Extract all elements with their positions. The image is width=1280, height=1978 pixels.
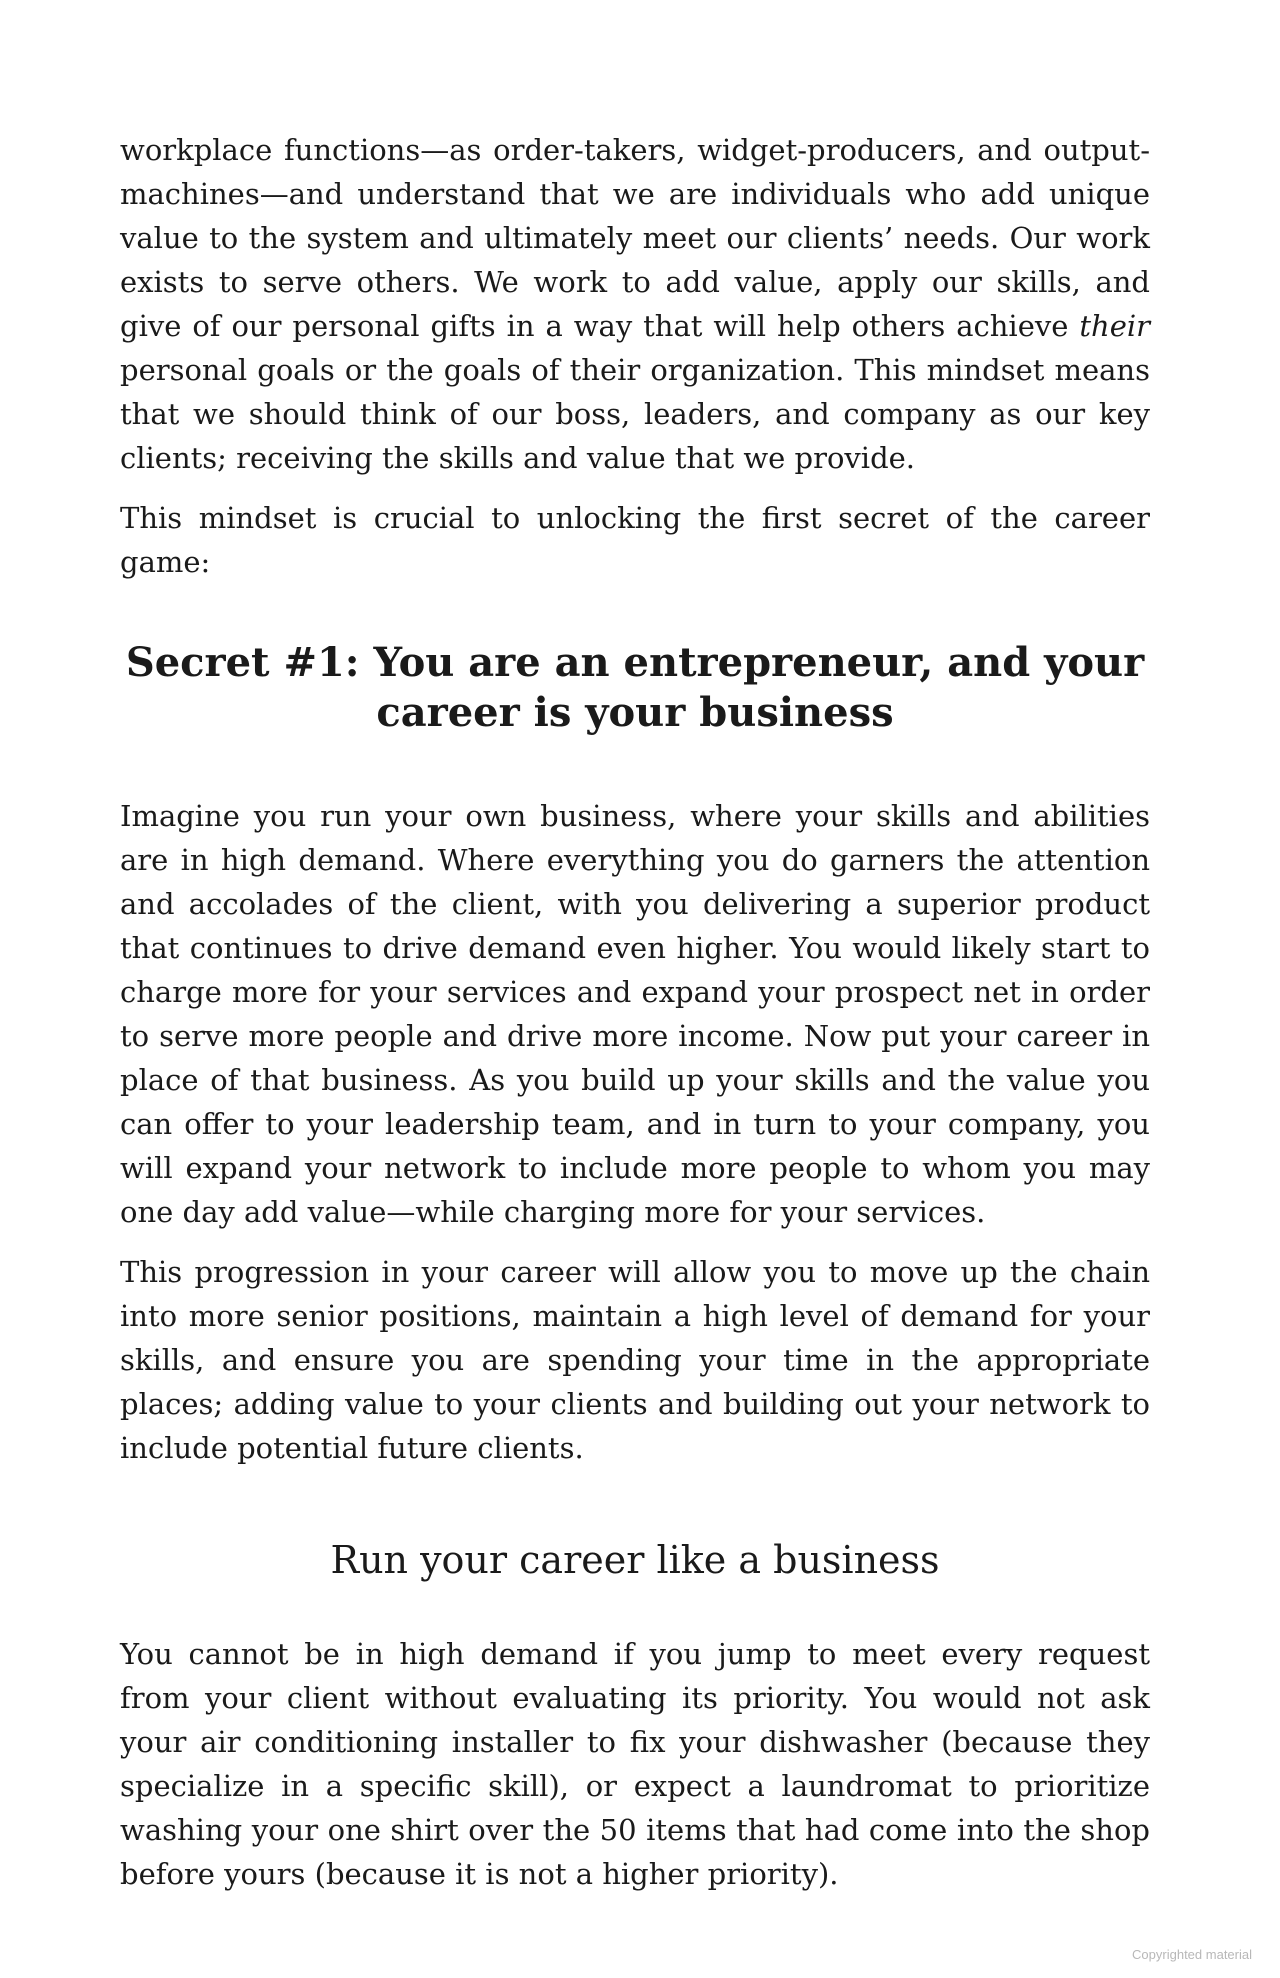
copyright-watermark: Copyrighted material bbox=[1132, 1947, 1252, 1962]
paragraph-text: personal goals or the goals of their organization. This mindset means that we should think of our boss, leaders, and company as our key clients; receiving the skills and value that we provide. bbox=[120, 353, 1150, 475]
paragraph-workplace-functions bbox=[120, 128, 1150, 480]
secret-heading-line1: Secret #1: You are an entrepreneur, and your bbox=[125, 639, 1145, 686]
paragraph-imagine-business: Imagine you run your own business, where your skills and abilities are in high demand. Where everything you do garners the attention and accolades of the client, with you delivering a superior product that continues to drive demand even higher. You would likely start to charge more for your services and expand your prospect net in order to serve more people and drive more income. Now put your career in place of that business. As you build up your skills and the value you can offer to your leadership team, and in turn to your company, you will expand your network to include more people to whom you may one day add value—while charging more for your services. bbox=[120, 799, 1150, 1229]
paragraph-high-demand: You cannot be in high demand if you jump to meet every request from your client without evaluating its priority. You would not ask your air conditioning installer to fix your dishwasher (because they specialize in a specific skill), or expect a laundromat to prioritize washing your one shirt over the 50 items that had come into the shop before yours (because it is not a higher priority). bbox=[120, 1637, 1150, 1891]
book-page bbox=[120, 128, 1150, 1912]
emphasis-their: their bbox=[1079, 309, 1150, 343]
paragraph-text: workplace functions—as order-takers, widget-producers, and output-machines—and understand that we are individuals who add unique value to the system and ultimately meet our clients’ needs. Our work exists to serve others. We work to add value, apply our skills, and give of our personal gifts in a way that will help others achieve bbox=[120, 133, 1150, 343]
section-subheading: Run your career like a business bbox=[330, 1538, 940, 1582]
secret-heading-line2: career is your business bbox=[376, 689, 894, 736]
paragraph-mindset-crucial: This mindset is crucial to unlocking the first secret of the career game: bbox=[120, 501, 1150, 579]
secret-heading bbox=[120, 638, 1150, 738]
paragraph-career-progression: This progression in your career will allow you to move up the chain into more senior positions, maintain a high level of demand for your skills, and ensure you are spending your time in the appropriate places; adding value to your clients and building out your network to include potential future clients. bbox=[120, 1255, 1150, 1465]
